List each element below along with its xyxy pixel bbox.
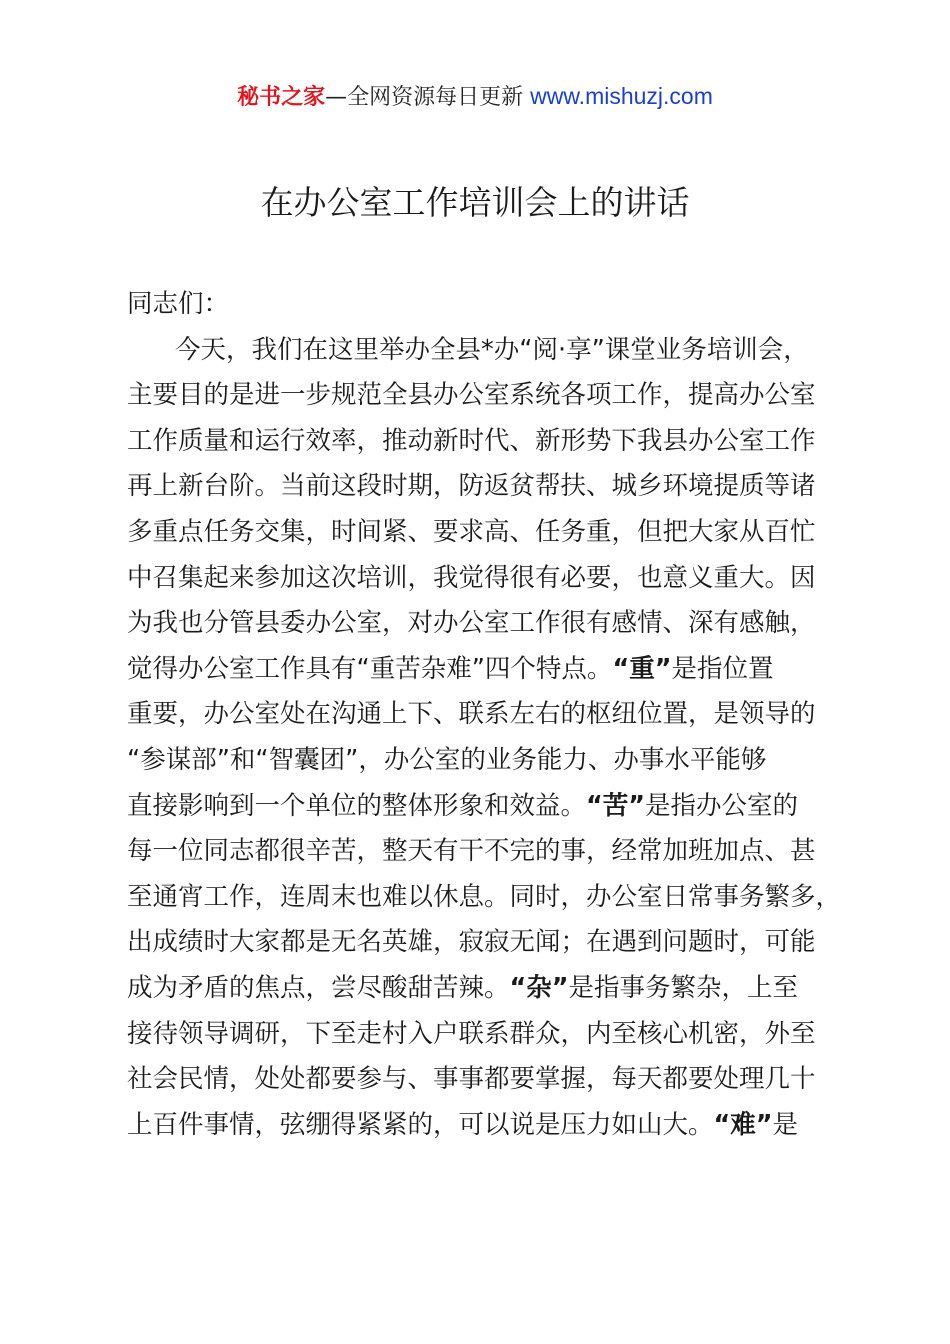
paragraph-line	[127, 464, 847, 510]
paragraph-line	[127, 738, 847, 784]
line-text: 中召集起来参加这次培训，我觉得很有必要，也意义重大。因	[127, 562, 816, 593]
paragraph-line	[127, 829, 847, 875]
brand-name: 秘书之家	[237, 85, 326, 110]
bold-keyword: “杂”	[509, 972, 569, 1003]
line-text: 接待领导调研，下至走村入户联系群众，内至核心机密，外至	[127, 1018, 816, 1049]
paragraph-line	[127, 328, 847, 374]
line-text: 社会民情，处处都要参与、事事都要掌握，每天都要处理几十	[127, 1064, 816, 1095]
line-text: 是指办公室的	[645, 790, 799, 821]
line-text: 直接影响到一个单位的整体形象和效益。	[127, 790, 587, 821]
paragraph-line	[127, 784, 847, 830]
paragraph-line	[127, 373, 847, 419]
line-text: 至通宵工作，连周末也难以休息。同时，办公室日常事务繁多，	[127, 881, 842, 912]
line-text: 工作质量和运行效率，推动新时代、新形势下我县办公室工作	[127, 425, 816, 456]
line-text: 再上新台阶。当前这段时期，防返贫帮扶、城乡环境提质等诸	[127, 471, 816, 502]
paragraph-line	[127, 1057, 847, 1103]
line-text: 成为矛盾的焦点，尝尽酸甜苦辣。	[127, 972, 510, 1003]
speech-body	[127, 282, 847, 1148]
paragraph-line	[127, 1103, 847, 1149]
bold-keyword: “重”	[612, 653, 672, 684]
line-text: 上百件事情，弦绷得紧紧的，可以说是压力如山大。	[127, 1109, 714, 1140]
line-text: 是指事务繁杂，上至	[568, 972, 799, 1003]
line-text: 为我也分管县委办公室，对办公室工作很有感情、深有感触，	[127, 608, 816, 639]
site-header	[0, 80, 950, 114]
paragraph-line	[127, 966, 847, 1012]
site-url-link[interactable]: www.mishuzj.com	[530, 83, 713, 109]
line-text: 觉得办公室工作具有“重苦杂难”四个特点。	[127, 653, 613, 684]
line-text: 主要目的是进一步规范全县办公室系统各项工作，提高办公室	[127, 380, 816, 411]
bold-keyword: “苦”	[586, 790, 646, 821]
paragraph-line	[127, 1012, 847, 1058]
bold-keyword: “难”	[713, 1109, 773, 1140]
line-text: 多重点任务交集，时间紧、要求高、任务重，但把大家从百忙	[127, 516, 816, 547]
paragraph-line	[127, 556, 847, 602]
line-text: 是	[772, 1109, 799, 1140]
paragraph-line	[127, 510, 847, 556]
line-text: 是指位置	[671, 653, 774, 684]
paragraph-line	[127, 875, 847, 921]
page-title: 在办公室工作培训会上的讲话	[260, 183, 690, 222]
paragraph-line	[127, 419, 847, 465]
paragraph-line	[127, 647, 847, 693]
paragraph-line	[127, 601, 847, 647]
salutation: 同志们：	[127, 289, 230, 319]
header-tagline: —全网资源每日更新	[325, 85, 531, 110]
paragraph-line	[127, 692, 847, 738]
line-text: 重要，办公室处在沟通上下、联系左右的枢纽位置，是领导的	[127, 699, 816, 730]
line-text: “参谋部”和“智囊团”，办公室的业务能力、办事水平能够	[127, 744, 767, 775]
line-text: 出成绩时大家都是无名英雄，寂寂无闻；在遇到问题时，可能	[127, 927, 816, 958]
line-text: 每一位同志都很辛苦，整天有干不完的事，经常加班加点、甚	[127, 836, 816, 867]
line-text: 今天，我们在这里举办全县*办“阅·享”课堂业务培训会，	[175, 334, 809, 365]
paragraph-line	[127, 920, 847, 966]
